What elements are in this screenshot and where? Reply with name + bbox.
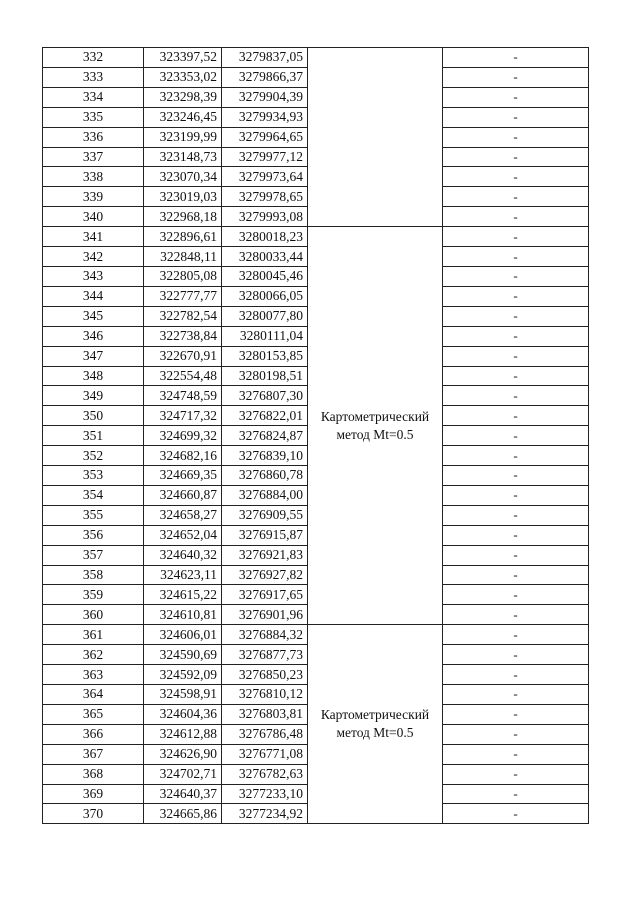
accuracy-cell: - (443, 227, 589, 247)
accuracy-cell: - (443, 207, 589, 227)
x-coordinate-cell: 324610,81 (144, 605, 222, 625)
x-coordinate-cell: 322554,48 (144, 366, 222, 386)
accuracy-cell: - (443, 545, 589, 565)
point-number-cell: 357 (43, 545, 144, 565)
y-coordinate-cell: 3276915,87 (222, 525, 308, 545)
point-number-cell: 366 (43, 724, 144, 744)
y-coordinate-cell: 3279934,93 (222, 107, 308, 127)
point-number-cell: 351 (43, 426, 144, 446)
y-coordinate-cell: 3276884,00 (222, 485, 308, 505)
x-coordinate-cell: 324623,11 (144, 565, 222, 585)
x-coordinate-cell: 324652,04 (144, 525, 222, 545)
point-number-cell: 347 (43, 346, 144, 366)
point-number-cell: 346 (43, 326, 144, 346)
x-coordinate-cell: 324699,32 (144, 426, 222, 446)
y-coordinate-cell: 3279977,12 (222, 147, 308, 167)
y-coordinate-cell: 3276839,10 (222, 446, 308, 466)
accuracy-cell: - (443, 505, 589, 525)
y-coordinate-cell: 3277233,10 (222, 784, 308, 804)
x-coordinate-cell: 323353,02 (144, 67, 222, 87)
point-number-cell: 342 (43, 247, 144, 267)
accuracy-cell: - (443, 784, 589, 804)
y-coordinate-cell: 3276917,65 (222, 585, 308, 605)
point-number-cell: 335 (43, 107, 144, 127)
accuracy-cell: - (443, 286, 589, 306)
x-coordinate-cell: 322896,61 (144, 227, 222, 247)
y-coordinate-cell: 3276824,87 (222, 426, 308, 446)
x-coordinate-cell: 323298,39 (144, 87, 222, 107)
accuracy-cell: - (443, 645, 589, 665)
point-number-cell: 370 (43, 804, 144, 824)
x-coordinate-cell: 324592,09 (144, 665, 222, 685)
x-coordinate-cell: 322968,18 (144, 207, 222, 227)
accuracy-cell: - (443, 764, 589, 784)
point-number-cell: 360 (43, 605, 144, 625)
y-coordinate-cell: 3276850,23 (222, 665, 308, 685)
x-coordinate-cell: 324598,91 (144, 685, 222, 705)
x-coordinate-cell: 322805,08 (144, 266, 222, 286)
y-coordinate-cell: 3279978,65 (222, 187, 308, 207)
y-coordinate-cell: 3280018,23 (222, 227, 308, 247)
y-coordinate-cell: 3276782,63 (222, 764, 308, 784)
point-number-cell: 339 (43, 187, 144, 207)
y-coordinate-cell: 3279964,65 (222, 127, 308, 147)
accuracy-cell: - (443, 67, 589, 87)
accuracy-cell: - (443, 744, 589, 764)
x-coordinate-cell: 322738,84 (144, 326, 222, 346)
point-number-cell: 348 (43, 366, 144, 386)
method-cell (308, 48, 443, 227)
y-coordinate-cell: 3276803,81 (222, 704, 308, 724)
point-number-cell: 344 (43, 286, 144, 306)
x-coordinate-cell: 322848,11 (144, 247, 222, 267)
point-number-cell: 353 (43, 466, 144, 486)
y-coordinate-cell: 3276786,48 (222, 724, 308, 744)
x-coordinate-cell: 324669,35 (144, 466, 222, 486)
x-coordinate-cell: 324626,90 (144, 744, 222, 764)
x-coordinate-cell: 322777,77 (144, 286, 222, 306)
x-coordinate-cell: 324660,87 (144, 485, 222, 505)
accuracy-cell: - (443, 446, 589, 466)
x-coordinate-cell: 324612,88 (144, 724, 222, 744)
x-coordinate-cell: 324640,32 (144, 545, 222, 565)
method-cell: Картометрический метод Mt=0.5 (308, 625, 443, 824)
point-number-cell: 352 (43, 446, 144, 466)
y-coordinate-cell: 3276860,78 (222, 466, 308, 486)
point-number-cell: 355 (43, 505, 144, 525)
accuracy-cell: - (443, 346, 589, 366)
accuracy-cell: - (443, 525, 589, 545)
y-coordinate-cell: 3279973,64 (222, 167, 308, 187)
y-coordinate-cell: 3276927,82 (222, 565, 308, 585)
point-number-cell: 340 (43, 207, 144, 227)
accuracy-cell: - (443, 426, 589, 446)
accuracy-cell: - (443, 48, 589, 68)
x-coordinate-cell: 323397,52 (144, 48, 222, 68)
x-coordinate-cell: 324640,37 (144, 784, 222, 804)
x-coordinate-cell: 324615,22 (144, 585, 222, 605)
point-number-cell: 359 (43, 585, 144, 605)
y-coordinate-cell: 3276822,01 (222, 406, 308, 426)
point-number-cell: 358 (43, 565, 144, 585)
y-coordinate-cell: 3276901,96 (222, 605, 308, 625)
point-number-cell: 345 (43, 306, 144, 326)
point-number-cell: 362 (43, 645, 144, 665)
y-coordinate-cell: 3280077,80 (222, 306, 308, 326)
x-coordinate-cell: 324702,71 (144, 764, 222, 784)
point-number-cell: 363 (43, 665, 144, 685)
y-coordinate-cell: 3280045,46 (222, 266, 308, 286)
point-number-cell: 361 (43, 625, 144, 645)
accuracy-cell: - (443, 266, 589, 286)
point-number-cell: 368 (43, 764, 144, 784)
y-coordinate-cell: 3280198,51 (222, 366, 308, 386)
point-number-cell: 333 (43, 67, 144, 87)
y-coordinate-cell: 3280066,05 (222, 286, 308, 306)
accuracy-cell: - (443, 625, 589, 645)
accuracy-cell: - (443, 466, 589, 486)
accuracy-cell: - (443, 247, 589, 267)
point-number-cell: 334 (43, 87, 144, 107)
coordinates-table (42, 47, 589, 824)
accuracy-cell: - (443, 565, 589, 585)
x-coordinate-cell: 324590,69 (144, 645, 222, 665)
point-number-cell: 349 (43, 386, 144, 406)
accuracy-cell: - (443, 605, 589, 625)
y-coordinate-cell: 3279866,37 (222, 67, 308, 87)
x-coordinate-cell: 323199,99 (144, 127, 222, 147)
y-coordinate-cell: 3276909,55 (222, 505, 308, 525)
y-coordinate-cell: 3276807,30 (222, 386, 308, 406)
accuracy-cell: - (443, 187, 589, 207)
x-coordinate-cell: 323070,34 (144, 167, 222, 187)
accuracy-cell: - (443, 147, 589, 167)
accuracy-cell: - (443, 87, 589, 107)
x-coordinate-cell: 324717,32 (144, 406, 222, 426)
accuracy-cell: - (443, 685, 589, 705)
accuracy-cell: - (443, 406, 589, 426)
point-number-cell: 354 (43, 485, 144, 505)
x-coordinate-cell: 324665,86 (144, 804, 222, 824)
accuracy-cell: - (443, 585, 589, 605)
point-number-cell: 343 (43, 266, 144, 286)
x-coordinate-cell: 324682,16 (144, 446, 222, 466)
y-coordinate-cell: 3280033,44 (222, 247, 308, 267)
point-number-cell: 356 (43, 525, 144, 545)
point-number-cell: 367 (43, 744, 144, 764)
y-coordinate-cell: 3276810,12 (222, 685, 308, 705)
x-coordinate-cell: 322670,91 (144, 346, 222, 366)
y-coordinate-cell: 3276884,32 (222, 625, 308, 645)
point-number-cell: 337 (43, 147, 144, 167)
accuracy-cell: - (443, 485, 589, 505)
y-coordinate-cell: 3279993,08 (222, 207, 308, 227)
point-number-cell: 350 (43, 406, 144, 426)
y-coordinate-cell: 3280111,04 (222, 326, 308, 346)
point-number-cell: 332 (43, 48, 144, 68)
point-number-cell: 365 (43, 704, 144, 724)
accuracy-cell: - (443, 724, 589, 744)
y-coordinate-cell: 3276771,08 (222, 744, 308, 764)
point-number-cell: 341 (43, 227, 144, 247)
x-coordinate-cell: 323019,03 (144, 187, 222, 207)
x-coordinate-cell: 324604,36 (144, 704, 222, 724)
accuracy-cell: - (443, 665, 589, 685)
y-coordinate-cell: 3276921,83 (222, 545, 308, 565)
x-coordinate-cell: 324658,27 (144, 505, 222, 525)
point-number-cell: 364 (43, 685, 144, 705)
x-coordinate-cell: 322782,54 (144, 306, 222, 326)
accuracy-cell: - (443, 804, 589, 824)
y-coordinate-cell: 3276877,73 (222, 645, 308, 665)
table-row (43, 48, 589, 68)
accuracy-cell: - (443, 366, 589, 386)
y-coordinate-cell: 3279904,39 (222, 87, 308, 107)
accuracy-cell: - (443, 107, 589, 127)
accuracy-cell: - (443, 167, 589, 187)
point-number-cell: 336 (43, 127, 144, 147)
accuracy-cell: - (443, 386, 589, 406)
point-number-cell: 338 (43, 167, 144, 187)
coordinates-table-body (43, 48, 589, 824)
y-coordinate-cell: 3277234,92 (222, 804, 308, 824)
y-coordinate-cell: 3279837,05 (222, 48, 308, 68)
accuracy-cell: - (443, 306, 589, 326)
accuracy-cell: - (443, 127, 589, 147)
table-row (43, 625, 589, 645)
y-coordinate-cell: 3280153,85 (222, 346, 308, 366)
accuracy-cell: - (443, 704, 589, 724)
method-cell: Картометрический метод Mt=0.5 (308, 227, 443, 625)
accuracy-cell: - (443, 326, 589, 346)
point-number-cell: 369 (43, 784, 144, 804)
x-coordinate-cell: 324606,01 (144, 625, 222, 645)
x-coordinate-cell: 323246,45 (144, 107, 222, 127)
x-coordinate-cell: 324748,59 (144, 386, 222, 406)
x-coordinate-cell: 323148,73 (144, 147, 222, 167)
table-row (43, 227, 589, 247)
